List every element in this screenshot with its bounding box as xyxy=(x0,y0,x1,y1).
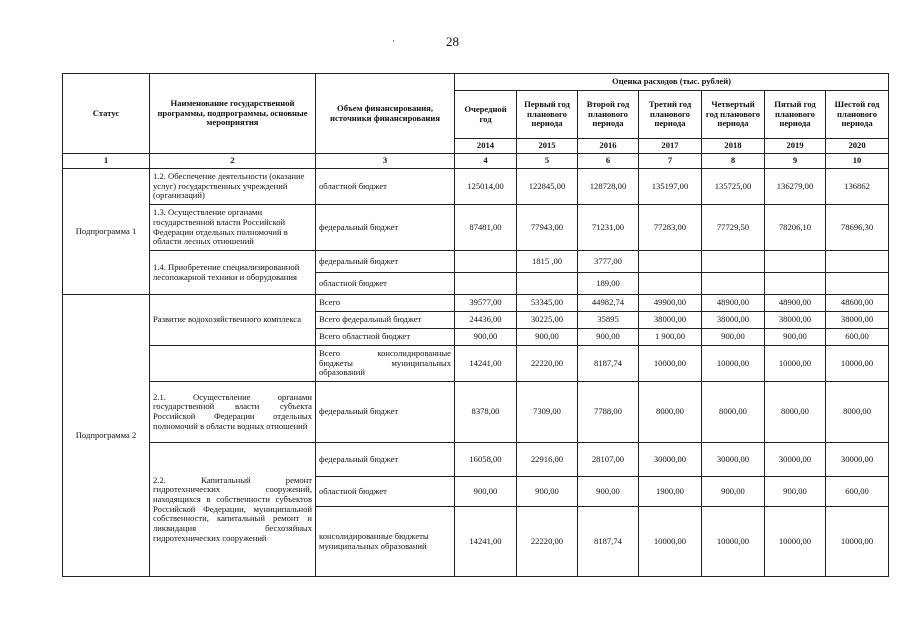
year-header: 2015 xyxy=(517,139,578,154)
value-cell: 87481,00 xyxy=(455,205,517,251)
value-cell: 8378,00 xyxy=(455,382,517,443)
year-header: 2014 xyxy=(455,139,517,154)
column-number: 9 xyxy=(765,154,826,169)
funding-source: Всего федеральный бюджет xyxy=(316,312,455,329)
value-cell: 39577,00 xyxy=(455,295,517,312)
table-row xyxy=(63,251,889,273)
value-cell xyxy=(455,273,517,295)
value-cell: 189,00 xyxy=(578,273,639,295)
value-cell: 8000,00 xyxy=(826,382,889,443)
value-cell: 900,00 xyxy=(517,477,578,507)
header-row xyxy=(63,74,889,91)
column-number: 4 xyxy=(455,154,517,169)
col-header-name: Наименование государственной программы, подпрограммы, основные мероприятия xyxy=(150,74,316,154)
funding-source: федеральный бюджет xyxy=(316,251,455,273)
funding-source: Всего областной бюджет xyxy=(316,329,455,346)
funding-source: федеральный бюджет xyxy=(316,382,455,443)
value-cell: 49900,00 xyxy=(639,295,702,312)
funding-source: областной бюджет xyxy=(316,477,455,507)
value-cell xyxy=(826,273,889,295)
value-cell: 10000,00 xyxy=(702,346,765,382)
value-cell: 10000,00 xyxy=(702,507,765,577)
value-cell: 38000,00 xyxy=(639,312,702,329)
value-cell: 30225,00 xyxy=(517,312,578,329)
value-cell xyxy=(765,251,826,273)
period-header: Четвертый год планового периода xyxy=(702,91,765,139)
column-number: 6 xyxy=(578,154,639,169)
value-cell: 38000,00 xyxy=(826,312,889,329)
empty-cell xyxy=(150,346,316,382)
value-cell: 30000,00 xyxy=(702,443,765,477)
status-subprogram-2: Подпрограмма 2 xyxy=(63,295,150,577)
value-cell: 600,00 xyxy=(826,477,889,507)
value-cell: 38000,00 xyxy=(702,312,765,329)
value-cell: 10000,00 xyxy=(765,346,826,382)
value-cell: 35895 xyxy=(578,312,639,329)
funding-source: областной бюджет xyxy=(316,273,455,295)
value-cell: 900,00 xyxy=(702,477,765,507)
value-cell: 22220,00 xyxy=(517,507,578,577)
table-row xyxy=(63,346,889,382)
value-cell: 600,00 xyxy=(826,329,889,346)
column-number: 1 xyxy=(63,154,150,169)
value-cell: 900,00 xyxy=(765,477,826,507)
status-subprogram-1: Подпрограмма 1 xyxy=(63,169,150,295)
value-cell: 48600,00 xyxy=(826,295,889,312)
value-cell: 30000,00 xyxy=(765,443,826,477)
value-cell: 77943,00 xyxy=(517,205,578,251)
column-number: 3 xyxy=(316,154,455,169)
value-cell xyxy=(639,251,702,273)
value-cell: 8187,74 xyxy=(578,507,639,577)
budget-table xyxy=(62,73,889,577)
year-header: 2019 xyxy=(765,139,826,154)
value-cell: 78696,30 xyxy=(826,205,889,251)
value-cell xyxy=(702,251,765,273)
page-number: 28 xyxy=(446,34,459,49)
stray-mark: · xyxy=(392,36,395,46)
funding-source: консолидированные бюджеты муниципальных образований xyxy=(316,507,455,577)
value-cell xyxy=(826,251,889,273)
value-cell xyxy=(517,273,578,295)
value-cell: 78206,10 xyxy=(765,205,826,251)
col-header-estimate: Оценка расходов (тыс. рублей) xyxy=(455,74,889,91)
value-cell: 8000,00 xyxy=(765,382,826,443)
measure-name: 2.2. Капитальный ремонт гидротехнических сооружений, находящихся в собственности субъектов Российской Федерации, муниципальной собственности, капитальный ремонт и ликвидация бесхозяйных гидротехнических сооружений xyxy=(150,443,316,577)
value-cell: 900,00 xyxy=(455,477,517,507)
column-number: 10 xyxy=(826,154,889,169)
measure-name: 1.2. Обеспечение деятельности (оказание услуг) государственных учреждений (организаций) xyxy=(150,169,316,205)
col-header-volume: Объем финансирования, источники финансирования xyxy=(316,74,455,154)
value-cell: 48900,00 xyxy=(702,295,765,312)
value-cell: 3777,00 xyxy=(578,251,639,273)
table-row xyxy=(63,382,889,443)
value-cell: 16058,00 xyxy=(455,443,517,477)
value-cell: 10000,00 xyxy=(639,346,702,382)
measure-name: 1.4. Приобретение специализированной лесопожарной техники и оборудования xyxy=(150,251,316,295)
value-cell: 10000,00 xyxy=(826,346,889,382)
value-cell: 7309,00 xyxy=(517,382,578,443)
period-header: Шестой год планового периода xyxy=(826,91,889,139)
value-cell: 24436,00 xyxy=(455,312,517,329)
value-cell: 7788,00 xyxy=(578,382,639,443)
value-cell: 900,00 xyxy=(578,329,639,346)
value-cell: 30000,00 xyxy=(826,443,889,477)
year-header: 2020 xyxy=(826,139,889,154)
measure-name: Развитие водохозяйственного комплекса xyxy=(150,295,316,346)
value-cell: 14241,00 xyxy=(455,346,517,382)
col-header-status: Статус xyxy=(63,74,150,154)
value-cell: 128728,00 xyxy=(578,169,639,205)
value-cell: 900,00 xyxy=(517,329,578,346)
value-cell: 125014,00 xyxy=(455,169,517,205)
table-row xyxy=(63,169,889,205)
value-cell: 136279,00 xyxy=(765,169,826,205)
value-cell: 8187,74 xyxy=(578,346,639,382)
value-cell: 53345,00 xyxy=(517,295,578,312)
table-row xyxy=(63,443,889,477)
value-cell: 30000,00 xyxy=(639,443,702,477)
table-row xyxy=(63,205,889,251)
value-cell: 900,00 xyxy=(702,329,765,346)
value-cell: 71231,00 xyxy=(578,205,639,251)
value-cell: 1815 ,00 xyxy=(517,251,578,273)
value-cell: 44982,74 xyxy=(578,295,639,312)
value-cell xyxy=(702,273,765,295)
value-cell: 22916,00 xyxy=(517,443,578,477)
value-cell: 14241,00 xyxy=(455,507,517,577)
value-cell: 135197,00 xyxy=(639,169,702,205)
value-cell: 28107,00 xyxy=(578,443,639,477)
column-number: 8 xyxy=(702,154,765,169)
value-cell: 900,00 xyxy=(765,329,826,346)
period-header: Второй год планового периода xyxy=(578,91,639,139)
column-number: 2 xyxy=(150,154,316,169)
funding-source: федеральный бюджет xyxy=(316,205,455,251)
value-cell xyxy=(455,251,517,273)
value-cell: 1 900,00 xyxy=(639,329,702,346)
value-cell: 135725,00 xyxy=(702,169,765,205)
value-cell: 48900,00 xyxy=(765,295,826,312)
table-row xyxy=(63,295,889,312)
funding-source: Всего консолидированные бюджеты муниципальных образований xyxy=(316,346,455,382)
value-cell: 1900,00 xyxy=(639,477,702,507)
column-number-row xyxy=(63,154,889,169)
funding-source: Всего xyxy=(316,295,455,312)
measure-name: 2.1. Осуществление органами государственной власти субъекта Российской Федерации отдельных полномочий в области водных отношений xyxy=(150,382,316,443)
value-cell: 900,00 xyxy=(578,477,639,507)
value-cell xyxy=(639,273,702,295)
period-header: Очередной год xyxy=(455,91,517,139)
value-cell: 122845,00 xyxy=(517,169,578,205)
value-cell: 136862 xyxy=(826,169,889,205)
value-cell: 10000,00 xyxy=(639,507,702,577)
value-cell: 38000,00 xyxy=(765,312,826,329)
value-cell: 8000,00 xyxy=(702,382,765,443)
value-cell: 77729,50 xyxy=(702,205,765,251)
year-header: 2017 xyxy=(639,139,702,154)
value-cell: 22220,00 xyxy=(517,346,578,382)
year-header: 2018 xyxy=(702,139,765,154)
funding-source: областной бюджет xyxy=(316,169,455,205)
period-header: Третий год планового периода xyxy=(639,91,702,139)
column-number: 5 xyxy=(517,154,578,169)
period-header: Пятый год планового периода xyxy=(765,91,826,139)
value-cell: 8000,00 xyxy=(639,382,702,443)
value-cell: 10000,00 xyxy=(765,507,826,577)
value-cell: 10000,00 xyxy=(826,507,889,577)
value-cell: 77283,00 xyxy=(639,205,702,251)
value-cell xyxy=(765,273,826,295)
value-cell: 900,00 xyxy=(455,329,517,346)
year-header: 2016 xyxy=(578,139,639,154)
measure-name: 1.3. Осуществление органами государственной власти Российской Федерации отдельных полномочий в области лесных отношений xyxy=(150,205,316,251)
period-header: Первый год планового периода xyxy=(517,91,578,139)
funding-source: федеральный бюджет xyxy=(316,443,455,477)
column-number: 7 xyxy=(639,154,702,169)
